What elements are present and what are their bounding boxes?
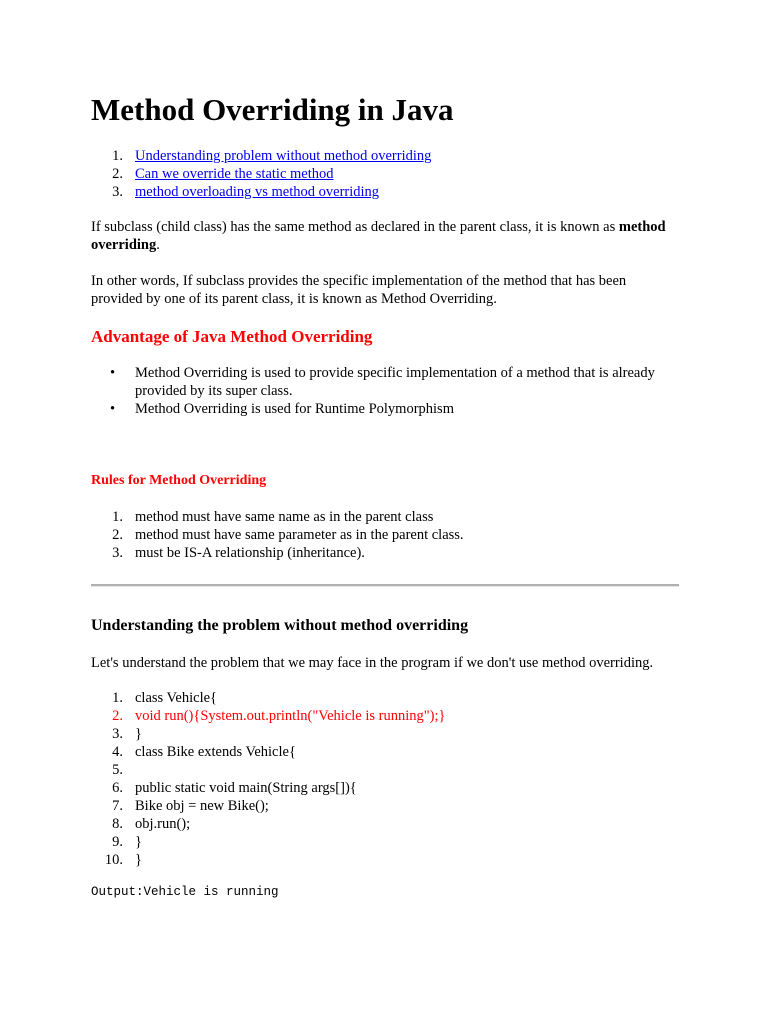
code-line-text: class Vehicle{	[135, 690, 217, 706]
rule-item	[91, 526, 464, 544]
advantage-item	[91, 400, 681, 418]
toc-item-number: 1.	[112, 148, 123, 164]
code-line-number: 10.	[104, 852, 123, 868]
code-line	[91, 779, 445, 797]
code-line-number: 1.	[112, 690, 123, 706]
code-line-number: 7.	[112, 798, 123, 814]
code-line	[91, 833, 445, 851]
code-line	[91, 707, 445, 725]
code-line	[91, 851, 445, 869]
code-line-text: obj.run();	[135, 816, 191, 832]
rule-text: method must have same parameter as in the parent class.	[135, 527, 464, 543]
bullet-icon: •	[110, 401, 116, 417]
problem-heading: Understanding the problem without method overriding	[91, 617, 469, 634]
table-of-contents	[91, 147, 431, 201]
rules-heading: Rules for Method Overriding	[91, 473, 267, 488]
code-line-text: class Bike extends Vehicle{	[135, 744, 296, 760]
other-words-paragraph: In other words, If subclass provides the specific implementation of the method that has been provided by one of its parent class, it is known as Method Overriding.	[91, 273, 627, 307]
advantage-heading: Advantage of Java Method Overriding	[91, 327, 373, 346]
code-line-text: }	[135, 834, 142, 850]
intro-text-end: .	[156, 237, 160, 253]
toc-link-override-static[interactable]: Can we override the static method	[135, 166, 334, 182]
code-listing	[91, 689, 445, 869]
rule-text: must be IS-A relationship (inheritance).	[135, 545, 365, 561]
code-line-text: Bike obj = new Bike();	[135, 798, 269, 814]
code-line	[91, 797, 445, 815]
section-divider	[91, 584, 679, 587]
rule-number: 2.	[112, 527, 123, 543]
problem-intro-paragraph: Let's understand the problem that we may face in the program if we don't use method overriding.	[91, 655, 654, 671]
code-line	[91, 761, 445, 779]
code-line-number: 2.	[112, 708, 123, 724]
bullet-icon: •	[110, 365, 116, 381]
advantage-item-text: Method Overriding is used for Runtime Polymorphism	[135, 401, 454, 417]
toc-link-overloading-vs-overriding[interactable]: method overloading vs method overriding	[135, 184, 380, 200]
program-output: Output:Vehicle is running	[91, 885, 279, 899]
code-line-number: 8.	[112, 816, 123, 832]
code-line-number: 9.	[112, 834, 123, 850]
code-line-text: public static void main(String args[]){	[135, 780, 357, 796]
toc-item-number: 2.	[112, 166, 123, 182]
advantage-list	[91, 364, 681, 418]
toc-item-number: 3.	[112, 184, 123, 200]
rule-item	[91, 508, 464, 526]
intro-paragraph	[91, 218, 681, 254]
code-line-text: }	[135, 852, 142, 868]
advantage-item-text: Method Overriding is used to provide specific implementation of a method that is already provided by its super class.	[135, 365, 655, 399]
rule-number: 1.	[112, 509, 123, 525]
intro-text: If subclass (child class) has the same method as declared in the parent class, it is known as	[91, 219, 619, 235]
code-line-number: 4.	[112, 744, 123, 760]
rule-text: method must have same name as in the parent class	[135, 509, 434, 525]
code-line	[91, 725, 445, 743]
rule-number: 3.	[112, 545, 123, 561]
rules-list	[91, 508, 464, 562]
code-line	[91, 689, 445, 707]
code-line-number: 5.	[112, 762, 123, 778]
page-title: Method Overriding in Java	[91, 92, 454, 127]
code-line	[91, 815, 445, 833]
toc-item	[91, 147, 431, 165]
code-line-text: void run(){System.out.println("Vehicle is running");}	[135, 708, 446, 724]
advantage-item	[91, 364, 681, 400]
code-line-text: }	[135, 726, 142, 742]
rule-item	[91, 544, 464, 562]
toc-item	[91, 183, 431, 201]
intro-bold-term: method overriding	[91, 219, 666, 253]
code-line-number: 3.	[112, 726, 123, 742]
toc-link-understanding-problem[interactable]: Understanding problem without method overriding	[135, 148, 432, 164]
code-line-number: 6.	[112, 780, 123, 796]
code-line	[91, 743, 445, 761]
toc-item	[91, 165, 431, 183]
